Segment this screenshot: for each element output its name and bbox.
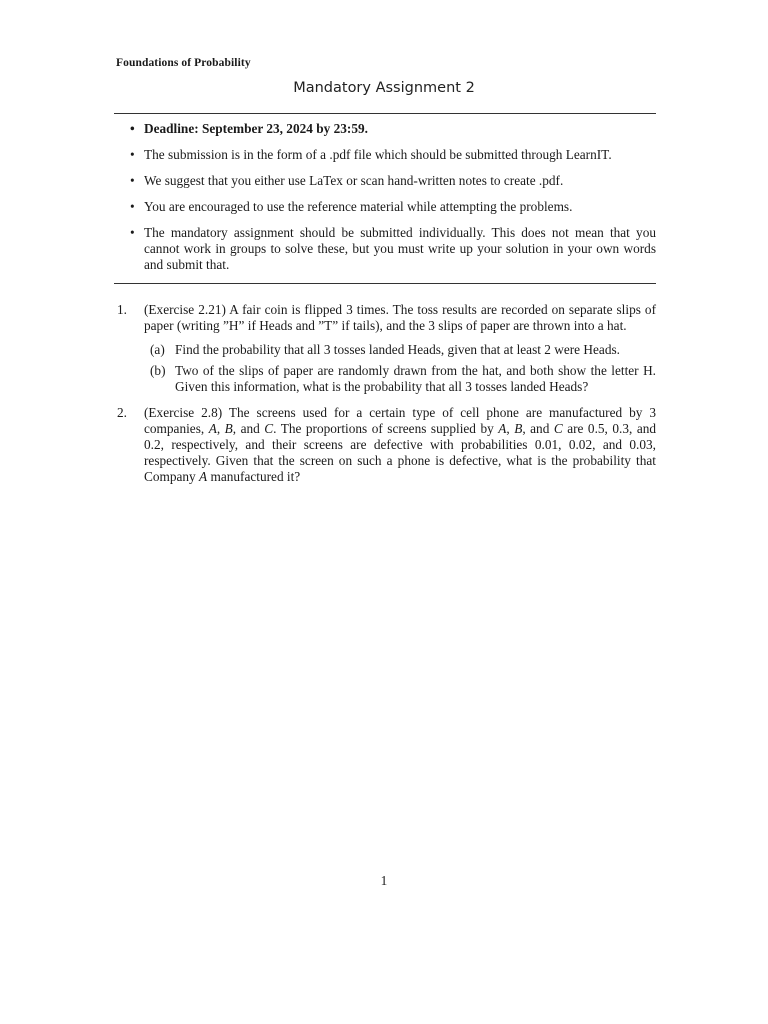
course-name: Foundations of Probability (116, 57, 251, 69)
subpart-label: (b) (150, 363, 166, 378)
top-divider (114, 113, 656, 114)
info-bullet-reference (116, 199, 656, 215)
info-bullet-individual (116, 225, 656, 273)
bottom-divider (114, 283, 656, 284)
text-segment: , (216, 421, 225, 436)
subpart-a (144, 342, 656, 358)
subpart-label: (a) (150, 342, 165, 357)
problem-list (116, 302, 656, 495)
math-var: A (498, 421, 507, 436)
text-segment: , and (232, 421, 265, 436)
submission-text: The submission is in the form of a .pdf file which should be submitted through LearnIT. (144, 147, 612, 162)
deadline-text: Deadline: September 23, 2024 by 23:59. (144, 121, 368, 136)
page-title: Mandatory Assignment 2 (293, 80, 475, 96)
info-bullet-submission (116, 147, 656, 163)
math-var: C (264, 421, 274, 436)
page-number: 1 (380, 873, 388, 888)
text-segment: , and (522, 421, 554, 436)
math-var: A (208, 421, 217, 436)
subpart-text: Two of the slips of paper are randomly drawn from the hat, and both show the letter H. Given this information, what is the probability that all 3 tosses landed Heads? (175, 363, 656, 394)
bullet-icon: • (130, 173, 135, 188)
bullet-icon: • (130, 121, 135, 136)
bullet-icon: • (130, 147, 135, 162)
subpart-b (144, 363, 656, 395)
info-bullet-deadline (116, 121, 656, 137)
format-text: We suggest that you either use LaTex or scan hand-written notes to create .pdf. (144, 173, 564, 188)
math-var: C (553, 421, 563, 436)
math-var: A (199, 469, 208, 484)
problem-1 (116, 302, 656, 395)
info-bullet-format (116, 173, 656, 189)
problem-text: (Exercise 2.21) A fair coin is flipped 3 times. The toss results are recorded on separate slips of paper (writing ”H” if Heads and ”T” if tails), and the 3 slips of paper are thrown into a hat. (144, 302, 656, 333)
bullet-icon: • (130, 225, 135, 240)
subpart-text: Find the probability that all 3 tosses landed Heads, given that at least 2 were Heads. (175, 342, 620, 357)
text-segment: (Exercise 2.8) The screens used for a certain type of cell phone are manufactured by 3 companies, (144, 405, 656, 436)
problem-number: 2. (117, 405, 127, 420)
problem-text (144, 405, 656, 484)
text-segment: . The proportions of screens supplied by (273, 421, 499, 436)
text-segment: , (506, 421, 515, 436)
bullet-icon: • (130, 199, 135, 214)
math-var: B (224, 421, 233, 436)
subpart-list (144, 342, 656, 395)
text-segment: manufactured it? (207, 469, 301, 484)
reference-text: You are encouraged to use the reference material while attempting the problems. (144, 199, 573, 214)
problem-number: 1. (117, 302, 127, 317)
info-bullet-list (116, 121, 656, 283)
problem-2 (116, 405, 656, 485)
individual-text: The mandatory assignment should be submitted individually. This does not mean that you cannot work in groups to solve these, but you must write up your solution in your own words and submit that. (144, 225, 656, 272)
math-var: B (514, 421, 523, 436)
text-segment: are 0.5, 0.3, and 0.2, respectively, and their screens are defective with probabilities 0.01, 0.02, and 0.03, respectively. Given that the screen on such a phone is defective, what is the probability that Company (144, 421, 657, 484)
